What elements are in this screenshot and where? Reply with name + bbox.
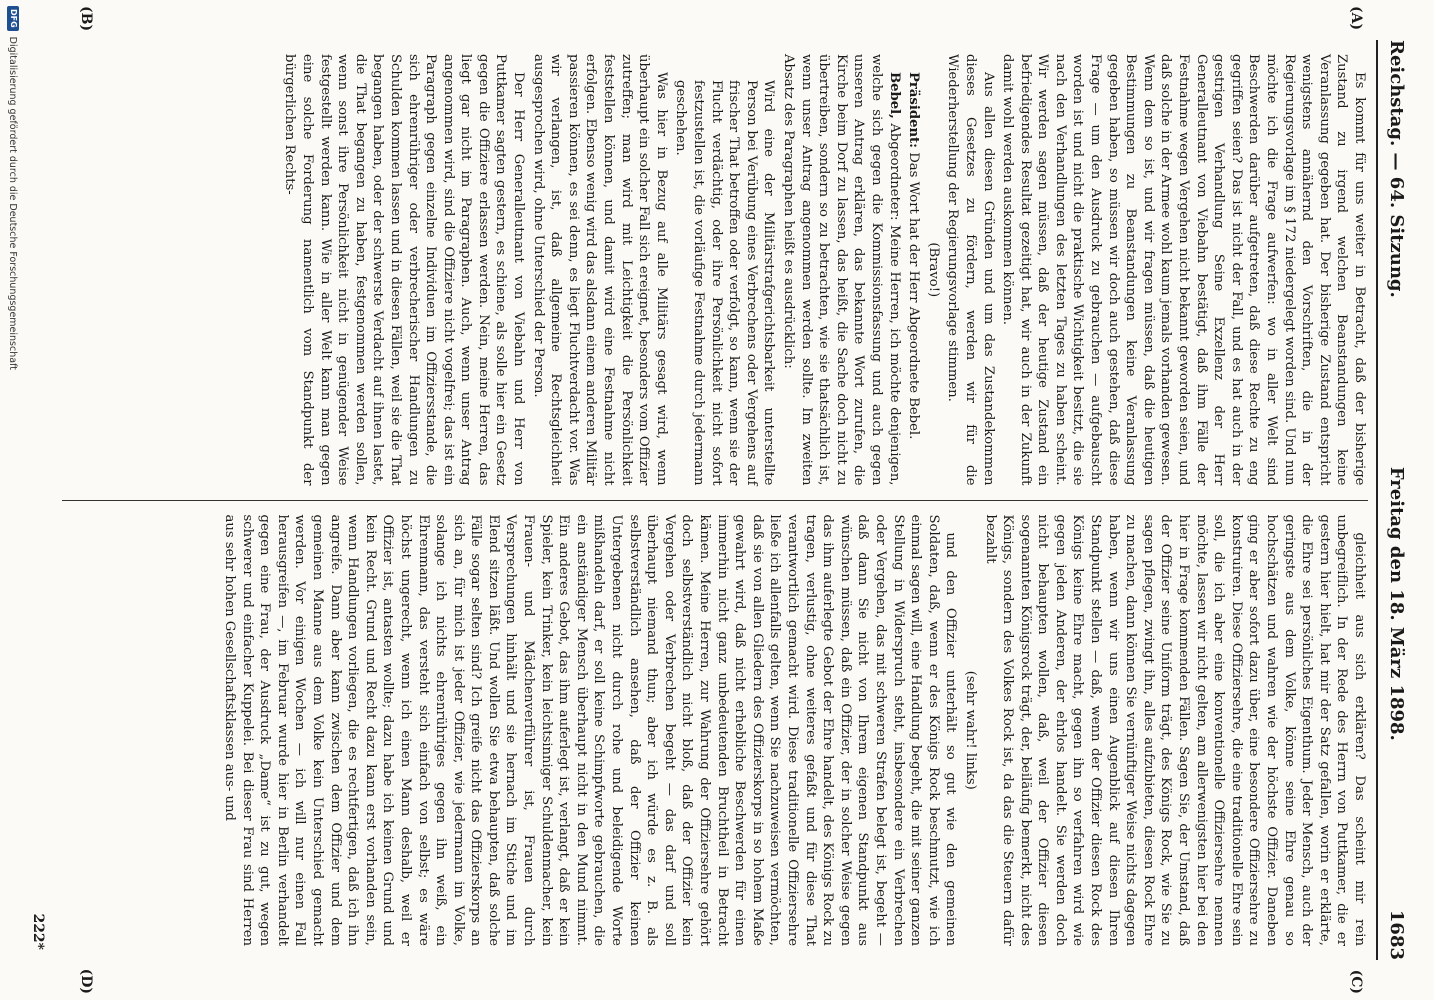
- paragraph: und den Offizier unterhält so gut wie den gemeinen Soldaten, daß, wenn er des Königs Rock beschmutzt, wie ich einmal sagen will, eine Handlung begeht, die mit seiner ganzen Stellung in Widerspruch steht, insbesondere ein Verbrechen oder Vergehen, das mit schweren Strafen belegt ist, begeht — daß dann Sie nicht von Ihrem eigenen Standpunkt aus wünschen müssen, daß ein Offizier, der in solcher Weise gegen das ihm auferlegte Gebot der Ehre handelt, des Königs Rock zu tragen, verlustig, ohne weiteres gefaßt und für diese That verantwortlich gemacht wird. Diese traditionelle Offiziersehre ließe ich allenfalls gelten, wenn Sie nachzuweisen vermöchten, daß sie von allen Gliedern des Offizierskorps in so hohem Maße gewahrt wird, daß nicht erhebliche Beschwerden für einen immerhin nicht ganz unbedeutenden Bruchtheil in Betracht kämen. Meine Herren, zur Wahrung der Offiziersehre gehört doch selbstverständlich nicht bloß, daß der Offizier kein Vergehen oder Verbrechen begeht — das darf und soll überhaupt niemand thun; aber ich würde es z. B. als selbstverständlich ansehen, daß der Offizier keinen Untergebenen nicht durch rohe und beleidigende Worte mißhandeln darf, er soll keine Schimpfworte gebrauchen, die ein anständiger Mensch überhaupt nicht in den Mund nimmt. Ein anderes Gebot, das ihm auferlegt ist, verlangt, daß er kein Spieler, kein Trinker, kein leichtsinniger Schuldenmacher, kein Frauen- und Mädchenverführer ist, Frauen durch Versprechungen hinhält und sie hernach im Stiche und im Elend sitzen läßt. Und wollen Sie etwa behaupten, daß solche Fälle sogar selten sind? Ich greife nicht das Offizierskorps an sich an, für mich ist jeder Offizier, wie jedermann im Volke, solange ich nichts ehrenrühriges gegen ihn weiß, ein Ehrenmann, das versteht sich einfach von selbst; es wäre höchst ungerecht, wenn ich einen Mann deshalb, weil er Offizier ist, antasten wollte; dazu habe ich keinen Grund und kein Recht. Grund und Recht dazu kann erst vorhanden sein, wenn Handlungen vorliegen, die es rechtfertigen, daß ich ihn angreife. Dann aber kann zwischen dem Offizier und dem gemeinen Manne aus dem Volke kein Unterschied gemacht werden. Vor einigen Wochen — ich will nur einen Fall herausgreifen —, im Februar wurde hier in Berlin verhandelt gegen eine Frau, der Ausdruck „Dame“ ist zu gut, wegen schwerer und einfacher Kuppelei. Bei dieser Frau sind Herren aus sehr hohen Gesellschaftsklassen aus- und: [222, 514, 959, 946]
- header-rule: [1376, 40, 1378, 960]
- speech-paragraph: [779, 54, 902, 486]
- speech-text: Abgeordneter: Meine Herren, ich möchte denjenigen, welche sich gegen die Kommissionsfassung und auch gegen unseren Antrag erklären, das bekannte Wort zurufen, die Kirche beim Dorf zu lassen, das heißt, die Sache doch nicht zu übertreiben, sondern so zu betrachten, wie sie thatsächlich ist, wenn unser Antrag angenommen werden sollte. Im zweiten Absatz des Paragraphen heißt es ausdrücklich:: [781, 54, 902, 486]
- margin-mark-a: (A): [1348, 6, 1364, 31]
- speaker-name: Bebel,: [886, 72, 902, 119]
- interjection: (sehr wahr! links): [962, 670, 978, 790]
- speech-text: Das Wort hat der Herr Abgeordnete Bebel.: [906, 152, 922, 440]
- quoted-paragraph: Wird eine der Militärstrafgerichtsbarkeit unterstellte Person bei Verübung eines Verbrechens oder Vergehens auf frischer That betroffen oder verfolgt, so kann, wenn sie der Flucht verdächtig, oder ihre Persönlichkeit nicht sofort festzustellen ist, die vorläufige Festnahme durch jedermann geschehen.: [673, 80, 777, 486]
- signature-mark: 222*: [30, 913, 46, 950]
- speech-paragraph: [905, 54, 923, 486]
- margin-mark-c: (C): [1348, 969, 1364, 994]
- page-number: 1683: [1386, 909, 1408, 960]
- margin-mark-b: (B): [78, 6, 94, 32]
- paragraph: Der Herr Generalleutnant von Viebahn und Herr von Puttkamer sagten gestern, es schiene, als solle hier ein Gesetz gegen die Offiziere erlassen werden. Nein, meine Herren, das liegt gar nicht im Paragraphen. Auch, wenn unser Antrag angenommen wird, sind die Offiziere nicht vogelfrei; das ist ein Paragraph gegen einzelne Individuen im Offiziersstande, die sich ehrenrühriger oder verbrecherischer Handlungen zu Schulden kommen lassen und in diesen Fällen, weil sie die That begangen haben, oder der schwerste Verdacht auf ihnen lastet, die That begangen zu haben, festgenommen werden sollen, wenn sonst ihre Persönlichkeit nicht in genügender Weise festgestellt werden kann. Wie in aller Welt kann man gegen eine solche Forderung namentlich vom Standpunkt der bürgerlichen Rechts-: [282, 54, 527, 486]
- page-header: [1382, 40, 1412, 960]
- right-column: [62, 500, 1368, 961]
- margin-mark-d: (D): [78, 968, 94, 994]
- digitization-credit: [6, 6, 20, 996]
- paragraph: Es kommt für uns weiter in Betracht, daß der bisherige Zustand zu irgend welchen Beanstandungen keine Veranlassung gegeben hat. Der bisherige Zustand entspricht wenigstens annähernd den Vorschriften, die in der Regierungsvorlage im § 172 niedergelegt worden sind. Und nun möchte ich die Frage aufwerfen: wo in aller Welt sind Beschwerden darüber aufgetreten, daß diese Rechte zu eng gegriffen seien? Das ist nicht der Fall, und es hat auch in der gestrigen Verhandlung Seine Exzellenz der Herr Generalleutnant von Viebahn bestätigt, daß ihm Fälle der Festnahme wegen Vergehen nicht bekannt geworden seien, und daß solche in der Armee wohl kaum jemals vorhanden gewesen. Wenn dem so ist, und wir fragen müssen, daß die heutigen Bestimmungen zu Beanstandungen keine Veranlassung gegeben haben, so müssen wir doch auch gestehen, daß diese Frage — um den Ausdruck zu gebrauchen — aufgebauscht worden ist und nicht die praktische Wichtigkeit besitzt, die sie nach den Verhandlungen des letzten Tages zu haben scheint. Wir werden sagen müssen, daß der heutige Zustand ein befriedigendes Resultat gezeitigt hat, wir auch in der Zukunft damit wohl werden auskommen können.: [1000, 54, 1367, 486]
- speaker-name: Präsident:: [906, 72, 922, 149]
- paragraph: Aus allen diesen Gründen und um das Zustandekommen dieses Gesetzes zu fördern, werden wir für die Wiederherstellung der Regierungsvorlage stimmen.: [945, 54, 996, 486]
- interjection: (Bravo!): [925, 242, 941, 298]
- header-date: Freitag den 18. März 1898.: [1386, 466, 1408, 741]
- header-title: Reichstag. — 64. Sitzung.: [1386, 40, 1408, 298]
- paragraph: Was hier in Bezug auf alle Militärs gesagt wird, wenn überhaupt ein solcher Fall sich ereignet, besonders vom Offizier zutreffen; man wird mit Leichtigkeit die Persönlichkeit feststellen können, und damit wird eine Festnahme nicht erfolgen. Ebenso wenig wird das alsdann einem anderen Militär passieren können, es sei denn, es liegt Fluchtverdacht vor. Was wir verlangen, ist, daß allgemeine Rechtsgleichheit ausgesprochen wird, ohne Unterschied der Person.: [530, 54, 669, 486]
- left-column: [62, 40, 1368, 500]
- credit-text: Digitalisierung gefördert durch die Deutsche Forschungsgemeinschaft: [7, 36, 19, 370]
- paragraph: gleichheit aus sich erklären? Das scheint mir rein unbegreiflich. In der Rede des Herrn von Puttkamer, die er gestern hier hielt, hat mir der Satz gefallen, worin er erklärte, die Ehre sei persönliches Eigenthum. Jeder Mensch, auch der geringste aus dem Volke, könne seine Ehre genau so hochschätzen und wahren wie der höchste Offizier. Daneben ging er aber sofort dazu über, eine besondere Offiziersehre zu konstruiren. Diese Offiziersehre, die eine traditionelle Ehre sein soll, die ich aber eine konventionelle Offiziersehre nennen möchte, lassen wir nicht gelten, am allerwenigsten hier bei den hier in Frage kommenden Fällen. Sagen Sie, der Umstand, daß der Offizier seine Uniform trägt, des Königs Rock, wie Sie zu sagen pflegen, zwingt ihn, alles aufzubieten, diesen Rock Ehre zu machen, dann können Sie vernünftiger Weise nichts dagegen haben, wenn wir uns einen Augenblick auf diesen Ihren Standpunkt stellen — daß, wenn der Offizier diesen Rock des Königs keine Ehre macht, gegen ihn so verfahren wird wie gegen jeden Anderen, der ehrlos handelt. Sie werden doch nicht behaupten wollen, daß, weil der Offizier diesen sogenannten Königsrock trägt, der, beiläufig bemerkt, nicht des Königs, sondern des Volkes Rock ist, da das die Steuern dafür bezahlt: [982, 514, 1367, 946]
- dfg-logo: DFG: [7, 6, 19, 31]
- text-columns: [62, 40, 1368, 960]
